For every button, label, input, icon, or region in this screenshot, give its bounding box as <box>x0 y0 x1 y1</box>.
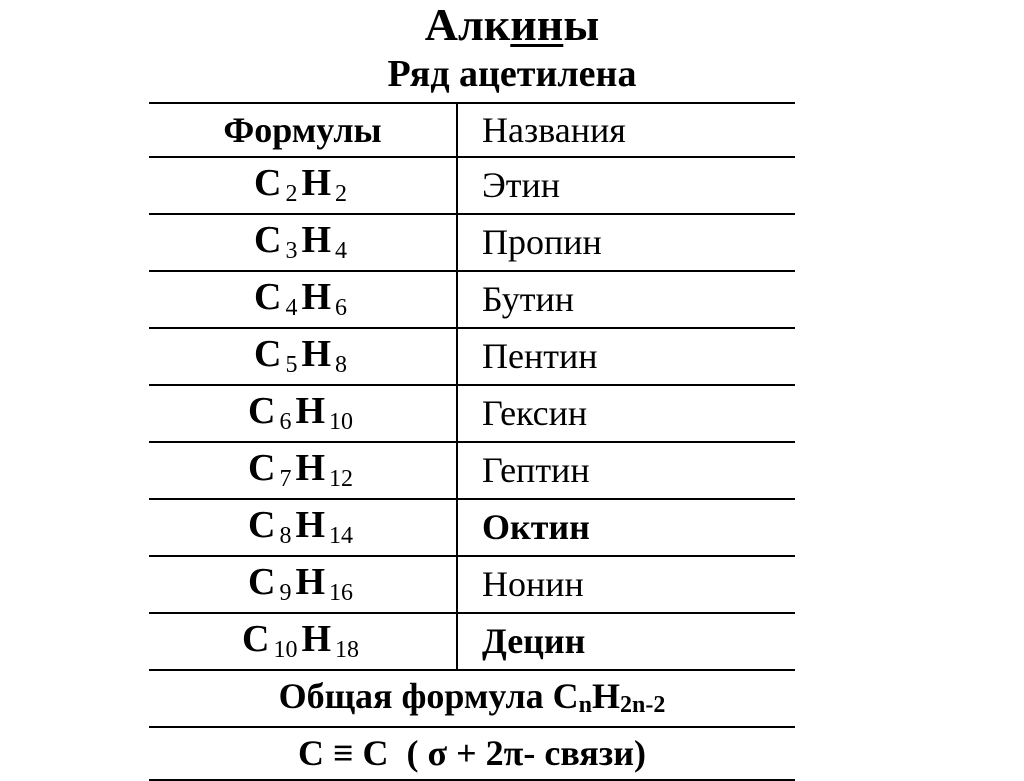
table-row <box>149 442 795 499</box>
general-formula-row <box>149 670 795 727</box>
formula-cell <box>149 613 457 670</box>
hydrogen-symbol: H <box>295 446 325 489</box>
header-formula: Формулы <box>149 103 457 157</box>
table-row <box>149 214 795 271</box>
carbon-count: 8 <box>279 522 292 549</box>
carbon-symbol: C <box>247 503 276 546</box>
general-formula-h-sub: 2n-2 <box>620 691 666 718</box>
hydrogen-symbol: H <box>301 161 331 204</box>
formula-cell <box>149 157 457 214</box>
hydrogen-count: 2 <box>335 180 347 207</box>
formula <box>253 161 351 207</box>
formula <box>241 617 363 663</box>
table-row <box>149 157 795 214</box>
hydrogen-count: 16 <box>329 579 353 606</box>
name-cell: Пропин <box>457 214 795 271</box>
hydrogen-symbol: H <box>301 218 331 261</box>
hydrogen-count: 10 <box>329 408 353 435</box>
formula <box>247 503 357 549</box>
table-row <box>149 328 795 385</box>
bond-cell: C ≡ C ( σ + 2π- связи) <box>149 727 795 781</box>
general-formula-c-sub: n <box>578 691 593 718</box>
formula <box>253 332 351 378</box>
carbon-count: 4 <box>285 294 298 321</box>
formula-cell <box>149 328 457 385</box>
table-row <box>149 499 795 556</box>
formula-cell <box>149 556 457 613</box>
hydrogen-count: 18 <box>335 636 359 663</box>
formula-cell <box>149 499 457 556</box>
table-row <box>149 613 795 670</box>
carbon-count: 2 <box>285 180 298 207</box>
carbon-symbol: C <box>247 389 276 432</box>
name-cell: Пентин <box>457 328 795 385</box>
hydrogen-symbol: H <box>301 332 331 375</box>
hydrogen-symbol: H <box>295 560 325 603</box>
hydrogen-count: 4 <box>335 237 347 264</box>
general-formula-label: Общая формула <box>278 675 553 716</box>
table-header-row <box>149 103 795 157</box>
table-row <box>149 385 795 442</box>
carbon-count: 3 <box>285 237 298 264</box>
title-part-start: Алк <box>424 0 511 50</box>
carbon-symbol: C <box>247 446 276 489</box>
general-formula-cell <box>149 670 795 727</box>
name-cell: Нонин <box>457 556 795 613</box>
header-name: Названия <box>457 103 795 157</box>
formula-cell <box>149 442 457 499</box>
name-cell: Бутин <box>457 271 795 328</box>
title-part-underlined: ин <box>510 0 564 50</box>
formula <box>253 218 351 264</box>
bond-row <box>149 727 795 781</box>
hydrogen-symbol: H <box>301 617 331 660</box>
formula-cell <box>149 385 457 442</box>
name-cell: Этин <box>457 157 795 214</box>
name-cell: Октин <box>457 499 795 556</box>
name-cell: Гептин <box>457 442 795 499</box>
alkyne-series-table <box>149 102 795 781</box>
carbon-symbol: C <box>253 275 282 318</box>
table-row <box>149 556 795 613</box>
general-formula-h: H <box>592 675 621 716</box>
formula <box>247 560 357 606</box>
carbon-count: 10 <box>273 636 298 663</box>
carbon-symbol: C <box>253 161 282 204</box>
formula <box>247 446 357 492</box>
hydrogen-count: 6 <box>335 294 347 321</box>
title-part-end: ы <box>563 0 600 50</box>
carbon-symbol: C <box>253 332 282 375</box>
carbon-symbol: C <box>247 560 276 603</box>
name-cell: Децин <box>457 613 795 670</box>
carbon-count: 7 <box>279 465 292 492</box>
hydrogen-symbol: H <box>295 389 325 432</box>
hydrogen-count: 8 <box>335 351 347 378</box>
hydrogen-count: 12 <box>329 465 353 492</box>
formula <box>247 389 357 435</box>
carbon-count: 6 <box>279 408 292 435</box>
page-title <box>0 0 1024 50</box>
name-cell: Гексин <box>457 385 795 442</box>
formula-cell <box>149 214 457 271</box>
carbon-count: 5 <box>285 351 298 378</box>
table-row <box>149 271 795 328</box>
hydrogen-symbol: H <box>301 275 331 318</box>
formula <box>253 275 351 321</box>
formula-cell <box>149 271 457 328</box>
carbon-count: 9 <box>279 579 292 606</box>
page-subtitle: Ряд ацетилена <box>387 53 637 95</box>
table-body <box>149 157 795 670</box>
hydrogen-symbol: H <box>295 503 325 546</box>
hydrogen-count: 14 <box>329 522 353 549</box>
carbon-symbol: C <box>253 218 282 261</box>
carbon-symbol: C <box>241 617 270 660</box>
general-formula-c: C <box>552 675 579 716</box>
